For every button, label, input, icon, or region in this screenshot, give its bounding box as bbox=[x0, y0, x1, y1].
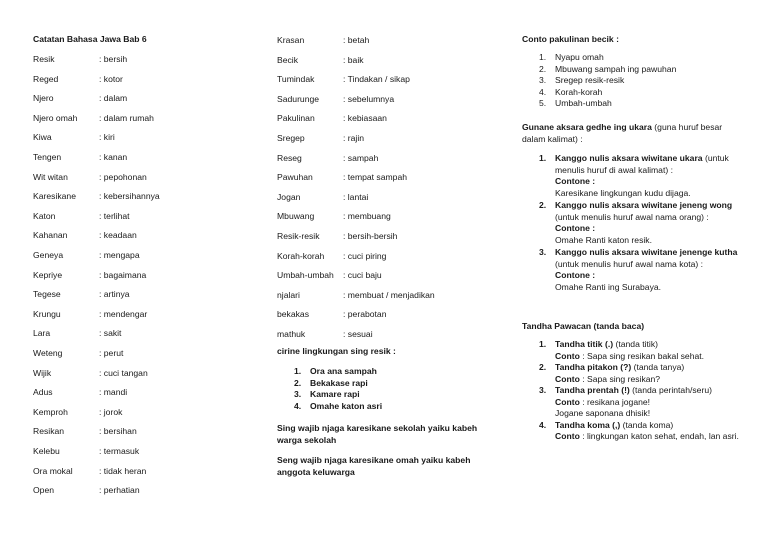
vocab-meaning: : sakit bbox=[99, 328, 122, 339]
vocab-meaning: : bagaimana bbox=[99, 269, 147, 280]
note-school: Sing wajib njaga karesikane sekolah yaiku kabeh warga sekolah bbox=[277, 423, 478, 445]
vocab-meaning: : bersihan bbox=[99, 426, 137, 437]
gunane-heading bbox=[522, 122, 737, 145]
example-label: Conto bbox=[555, 396, 580, 407]
vocab-meaning: : rajin bbox=[343, 133, 365, 143]
example-text: : lingkungan katon sehat, endah, lan asri. bbox=[579, 431, 739, 441]
list-number: 2. bbox=[539, 362, 547, 372]
vocab-meaning: : baik bbox=[343, 54, 364, 65]
example-line bbox=[555, 374, 742, 386]
vocab-meaning: : perhatian bbox=[99, 485, 140, 496]
rule-title: Kanggo nulis aksara wiwitane jenenge kutha bbox=[555, 247, 738, 257]
vocab-word: Kiwa bbox=[33, 132, 52, 143]
list-item bbox=[522, 64, 752, 76]
vocab-meaning: : kotor bbox=[99, 73, 123, 84]
vocab-word: Sadurunge bbox=[277, 93, 320, 104]
tandha-item bbox=[522, 385, 742, 420]
vocab-meaning: : artinya bbox=[99, 289, 130, 300]
example-text: : Sapa sing resikan? bbox=[579, 373, 661, 384]
note-home: Seng wajib njaga karesikane omah yaiku kabeh anggota keluwarga bbox=[277, 455, 471, 477]
list-item bbox=[522, 98, 752, 110]
rule-desc: (untuk menulis huruf awal nama kota) : bbox=[555, 258, 704, 269]
vocab-word: Jogan bbox=[277, 191, 301, 202]
example-text: Omahe Ranti katon resik. bbox=[555, 234, 652, 245]
vocab-meaning: : dalam bbox=[99, 93, 128, 104]
list-item bbox=[277, 401, 497, 413]
list-number: 1. bbox=[539, 153, 547, 163]
vocab-word: Open bbox=[33, 485, 55, 496]
tandha-item bbox=[522, 420, 742, 443]
example-label: Contone : bbox=[555, 223, 596, 233]
vocab-word: Kahanan bbox=[33, 230, 68, 241]
list-item bbox=[522, 52, 752, 64]
example-label: Contone : bbox=[555, 270, 596, 280]
vocab-word: mathuk bbox=[277, 329, 306, 339]
example-label: Conto bbox=[555, 350, 580, 361]
list-number: 4. bbox=[539, 86, 547, 97]
list-text: Ora ana sampah bbox=[310, 366, 377, 376]
vocab-meaning: : mendengar bbox=[99, 308, 148, 319]
punctuation-desc: (tanda perintah/seru) bbox=[629, 385, 712, 395]
vocab-meaning: : mengapa bbox=[99, 250, 140, 260]
vocab-meaning: : sesuai bbox=[343, 329, 373, 339]
vocab-word: Tumindak bbox=[277, 74, 315, 85]
gunane-item bbox=[522, 200, 752, 246]
list-item bbox=[522, 75, 752, 87]
page-title: Catatan Bahasa Jawa Bab 6 bbox=[33, 34, 147, 44]
example-text: : Sapa sing resikan bakal sehat. bbox=[579, 350, 705, 361]
list-number: 5. bbox=[539, 98, 547, 108]
vocab-meaning: : cuci tangan bbox=[99, 367, 148, 378]
vocab-meaning: : kanan bbox=[99, 152, 128, 162]
list-number: 3. bbox=[539, 75, 547, 85]
vocab-meaning: : cuci piring bbox=[343, 250, 387, 261]
rule-desc: (untuk menulis huruf awal nama orang) : bbox=[555, 211, 709, 222]
list-text: Bekakase rapi bbox=[310, 377, 368, 388]
example-line bbox=[555, 397, 742, 409]
list-item bbox=[522, 87, 752, 99]
vocab-word: Korah-korah bbox=[277, 250, 325, 261]
list-number: 3. bbox=[294, 389, 302, 399]
gunane-heading-bold: Gunane aksara gedhe ing ukara bbox=[522, 122, 652, 132]
vocab-meaning: : bersih bbox=[99, 54, 128, 64]
punctuation-desc: (tanda titik) bbox=[613, 339, 658, 349]
vocab-word: Krasan bbox=[277, 35, 305, 45]
rule-desc: (untuk menulis huruf di awal kalimat) : bbox=[555, 153, 729, 175]
list-number: 2. bbox=[539, 200, 547, 210]
punctuation-desc: (tanda tanya) bbox=[631, 362, 685, 372]
list-number: 2. bbox=[294, 377, 302, 388]
tandha-item bbox=[522, 362, 742, 385]
gunane-item bbox=[522, 247, 752, 293]
vocab-word: Reseg bbox=[277, 152, 302, 163]
list-item bbox=[277, 378, 497, 390]
vocab-word: Mbuwang bbox=[277, 211, 315, 222]
list-number: 3. bbox=[539, 247, 547, 257]
cirine-list bbox=[277, 366, 497, 412]
list-item bbox=[277, 366, 497, 378]
example-text: Omahe Ranti ing Surabaya. bbox=[555, 281, 662, 292]
conto-heading: Conto pakulinan becik : bbox=[522, 34, 619, 44]
vocab-word: Krungu bbox=[33, 308, 61, 319]
rule-title: Kanggo nulis aksara wiwitane jeneng wong bbox=[555, 200, 733, 210]
list-text: Kamare rapi bbox=[310, 389, 360, 399]
vocab-word: Lara bbox=[33, 328, 51, 339]
vocab-meaning: : keadaan bbox=[99, 230, 137, 241]
vocab-word: Resik bbox=[33, 54, 55, 64]
tandha-item bbox=[522, 339, 742, 362]
vocab-meaning: : membuat / menjadikan bbox=[343, 289, 435, 300]
list-text: Mbuwang sampah ing pawuhan bbox=[555, 63, 677, 74]
list-number: 1. bbox=[539, 339, 547, 349]
vocab-word: Becik bbox=[277, 54, 299, 65]
list-text: Umbah-umbah bbox=[555, 98, 612, 108]
vocab-word: Adus bbox=[33, 387, 53, 398]
vocab-meaning: : perabotan bbox=[343, 309, 387, 320]
punctuation-desc: (tanda koma) bbox=[620, 419, 674, 430]
vocab-word: Kepriye bbox=[33, 269, 63, 280]
vocab-meaning: : bersih-bersih bbox=[343, 231, 398, 241]
example-label: Conto bbox=[555, 431, 580, 441]
vocab-meaning: : mandi bbox=[99, 387, 128, 398]
list-text: Omahe katon asri bbox=[310, 400, 383, 411]
vocab-meaning: : pepohonan bbox=[99, 171, 147, 182]
vocab-word: Resik-resik bbox=[277, 231, 320, 241]
vocab-word: Resikan bbox=[33, 426, 65, 437]
vocab-word: bekakas bbox=[277, 309, 310, 320]
vocab-word: Pakulinan bbox=[277, 113, 315, 124]
vocab-meaning: : kiri bbox=[99, 132, 115, 143]
list-item bbox=[277, 389, 497, 401]
list-number: 3. bbox=[539, 385, 547, 395]
vocab-word: Wit witan bbox=[33, 171, 68, 182]
example-text: Karesikane lingkungan kudu dijaga. bbox=[555, 187, 691, 198]
vocab-meaning: : tidak heran bbox=[99, 465, 147, 476]
vocab-meaning: : perut bbox=[99, 348, 124, 358]
vocab-meaning: : cuci baju bbox=[343, 270, 382, 281]
vocab-word: Kemproh bbox=[33, 406, 68, 417]
vocab-word: njalari bbox=[277, 289, 300, 300]
example-line bbox=[555, 431, 742, 443]
tandha-heading: Tandha Pawacan (tanda baca) bbox=[522, 321, 645, 331]
vocab-word: Tegese bbox=[33, 289, 61, 300]
example-label: Contone : bbox=[555, 176, 596, 186]
vocab-meaning: : kebersihannya bbox=[99, 191, 160, 202]
vocab-word: Ora mokal bbox=[33, 465, 73, 476]
punctuation-name: Tandha koma (,) bbox=[555, 419, 621, 430]
gunane-list bbox=[522, 153, 752, 294]
example-line bbox=[555, 351, 742, 363]
vocab-meaning: : tempat sampah bbox=[343, 172, 408, 183]
tandha-list bbox=[522, 339, 742, 443]
vocab-word: Katon bbox=[33, 210, 56, 221]
vocab-word: Geneya bbox=[33, 250, 64, 260]
vocab-meaning: : kebiasaan bbox=[343, 113, 387, 124]
vocab-meaning: : lantai bbox=[343, 191, 369, 202]
list-text: Korah-korah bbox=[555, 86, 603, 97]
list-number: 4. bbox=[294, 400, 302, 411]
example-text: : resikana jogane! bbox=[579, 396, 651, 407]
vocab-word: Weteng bbox=[33, 348, 63, 358]
vocab-word: Karesikane bbox=[33, 191, 76, 202]
vocab-word: Sregep bbox=[277, 133, 305, 143]
vocab-meaning: : terlihat bbox=[99, 210, 130, 221]
punctuation-name: Tandha titik (.) bbox=[555, 339, 614, 349]
vocab-word: Wijik bbox=[33, 367, 52, 378]
vocab-meaning: : sebelumnya bbox=[343, 93, 395, 104]
vocab-word: Njero omah bbox=[33, 112, 78, 123]
conto-list bbox=[522, 52, 752, 110]
example-extra: Jogane saponana dhisik! bbox=[555, 408, 651, 418]
gunane-heading-rest: (guna huruf besar dalam kalimat) : bbox=[522, 122, 723, 144]
list-text: Sregep resik-resik bbox=[555, 75, 625, 85]
vocab-word: Reged bbox=[33, 73, 59, 84]
list-text: Nyapu omah bbox=[555, 52, 604, 62]
list-number: 4. bbox=[539, 419, 547, 430]
vocab-meaning: : Tindakan / sikap bbox=[343, 74, 410, 85]
vocab-word: Umbah-umbah bbox=[277, 270, 334, 281]
gunane-item bbox=[522, 153, 752, 199]
vocab-meaning: : termasuk bbox=[99, 446, 140, 456]
cirine-heading: cirine lingkungan sing resik : bbox=[277, 346, 396, 356]
vocab-meaning: : jorok bbox=[99, 406, 123, 417]
punctuation-name: Tandha pitakon (?) bbox=[555, 362, 632, 372]
vocab-word: Pawuhan bbox=[277, 172, 313, 183]
vocab-meaning: : dalam rumah bbox=[99, 112, 154, 123]
vocab-meaning: : sampah bbox=[343, 152, 379, 163]
example-label: Conto bbox=[555, 373, 580, 384]
list-number: 1. bbox=[539, 52, 547, 62]
list-number: 2. bbox=[539, 63, 547, 74]
punctuation-name: Tandha prentah (!) bbox=[555, 385, 630, 395]
vocab-word: Njero bbox=[33, 93, 54, 104]
vocab-meaning: : betah bbox=[343, 35, 370, 45]
vocab-meaning: : membuang bbox=[343, 211, 391, 222]
list-number: 1. bbox=[294, 366, 302, 376]
vocab-word: Tengen bbox=[33, 152, 62, 162]
rule-title: Kanggo nulis aksara wiwitane ukara bbox=[555, 153, 703, 163]
vocab-word: Kelebu bbox=[33, 446, 60, 456]
